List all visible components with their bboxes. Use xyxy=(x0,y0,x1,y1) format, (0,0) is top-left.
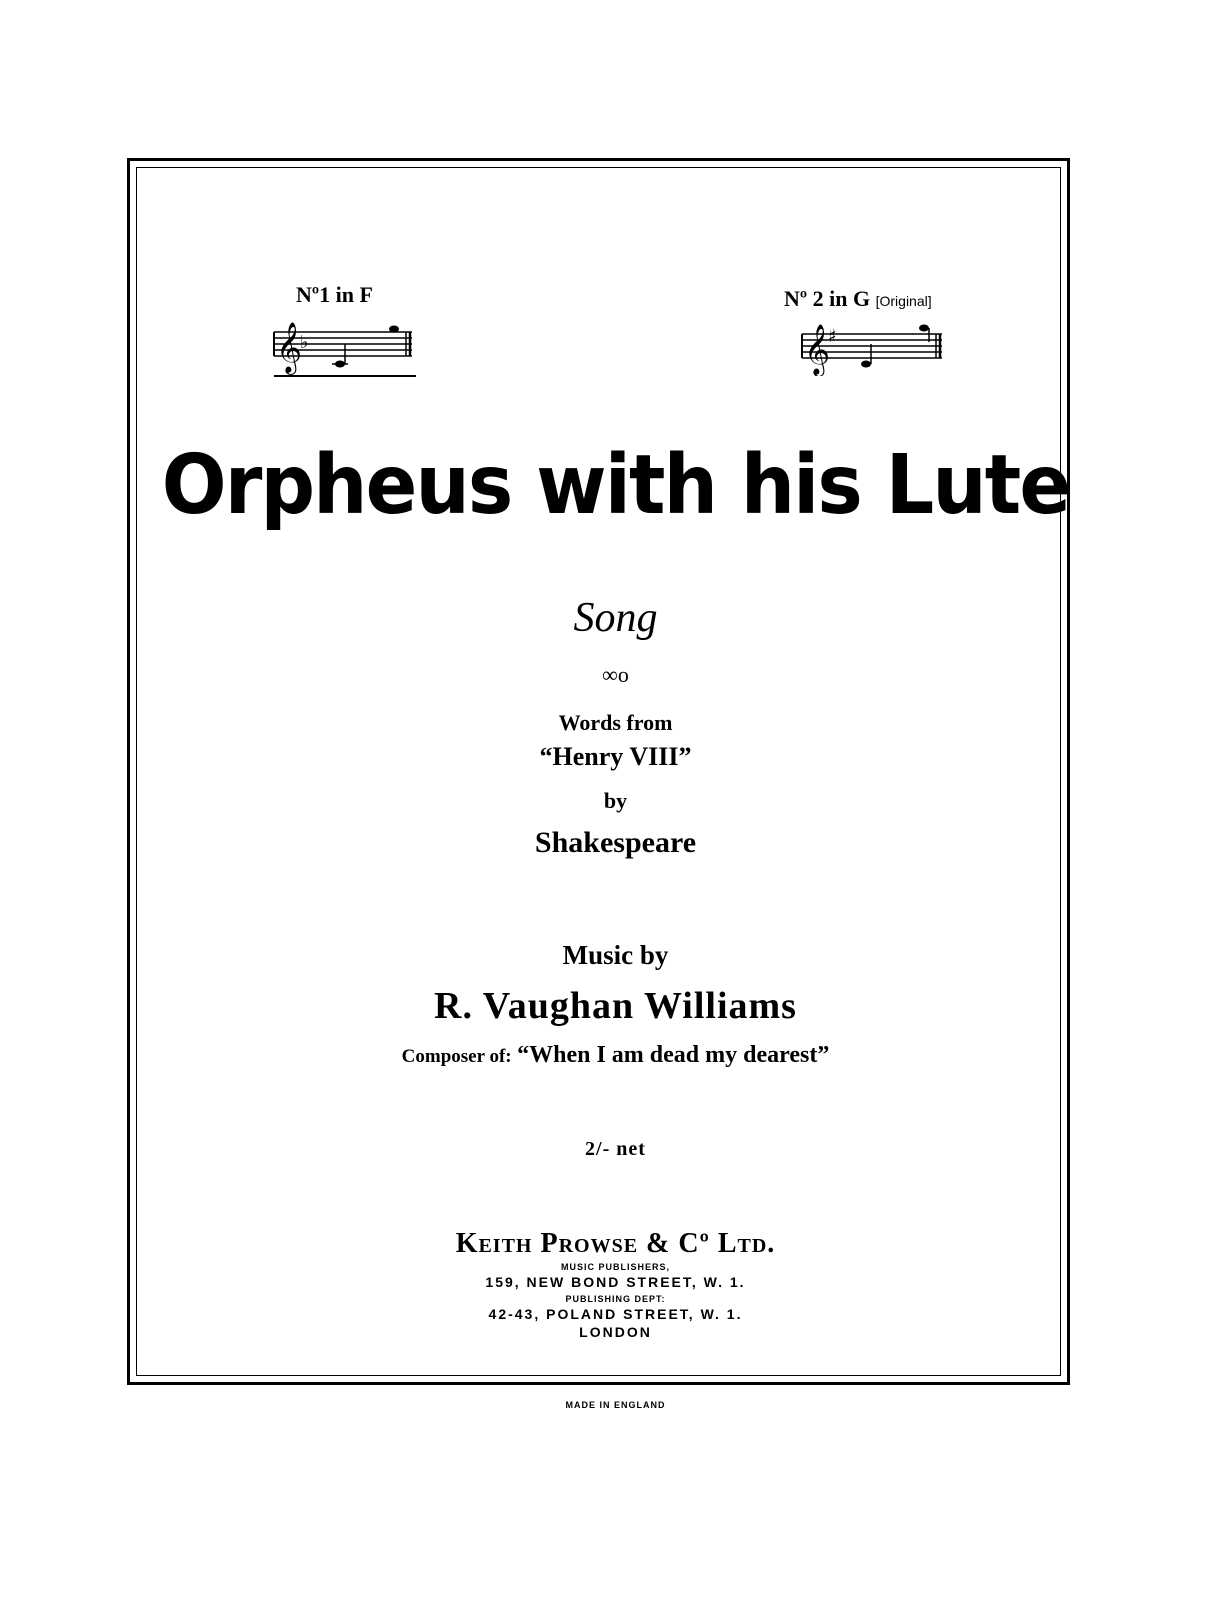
publisher-line-1: MUSIC PUBLISHERS, xyxy=(560,1262,670,1272)
play-title: “Henry VIII” xyxy=(539,742,692,771)
publisher-line-3: PUBLISHING DEPT: xyxy=(565,1294,666,1304)
key-2-label-text: Nº 2 in G xyxy=(784,286,871,311)
ornament-icon: ∞o xyxy=(602,662,629,687)
publisher-line-2: 159, NEW BOND STREET, W. 1. xyxy=(485,1274,746,1290)
subtitle: Song xyxy=(573,595,658,641)
music-by-label: Music by xyxy=(562,940,669,970)
svg-text:♭: ♭ xyxy=(300,332,309,353)
svg-text:𝄞: 𝄞 xyxy=(276,322,303,373)
made-in-label: MADE IN ENGLAND xyxy=(565,1400,666,1410)
words-from: Words from xyxy=(558,710,673,735)
by-label: by xyxy=(603,788,628,813)
svg-text:♯: ♯ xyxy=(828,326,837,347)
key-2-note: [Original] xyxy=(875,293,932,309)
publisher-name: Keith Prowse & Cº Ltd. xyxy=(455,1228,776,1259)
composer-of-prefix: Composer of: xyxy=(401,1046,512,1067)
composer-of-title: “When I am dead my dearest” xyxy=(517,1042,830,1068)
publisher-line-5: LONDON xyxy=(579,1324,652,1340)
key-1-staff-icon xyxy=(270,304,420,380)
svg-text:𝄞: 𝄞 xyxy=(804,324,831,375)
key-1-label-text: Nº1 in F xyxy=(296,282,373,307)
publisher-line-4: 42-43, POLAND STREET, W. 1. xyxy=(488,1306,743,1322)
composer-name: R. Vaughan Williams xyxy=(434,985,797,1027)
page-title: Orpheus with his Lute xyxy=(161,438,1070,533)
price: 2/- net xyxy=(585,1138,646,1160)
author-name: Shakespeare xyxy=(534,826,697,859)
composer-of xyxy=(0,1042,1231,1069)
key-2-staff-icon xyxy=(796,308,948,376)
